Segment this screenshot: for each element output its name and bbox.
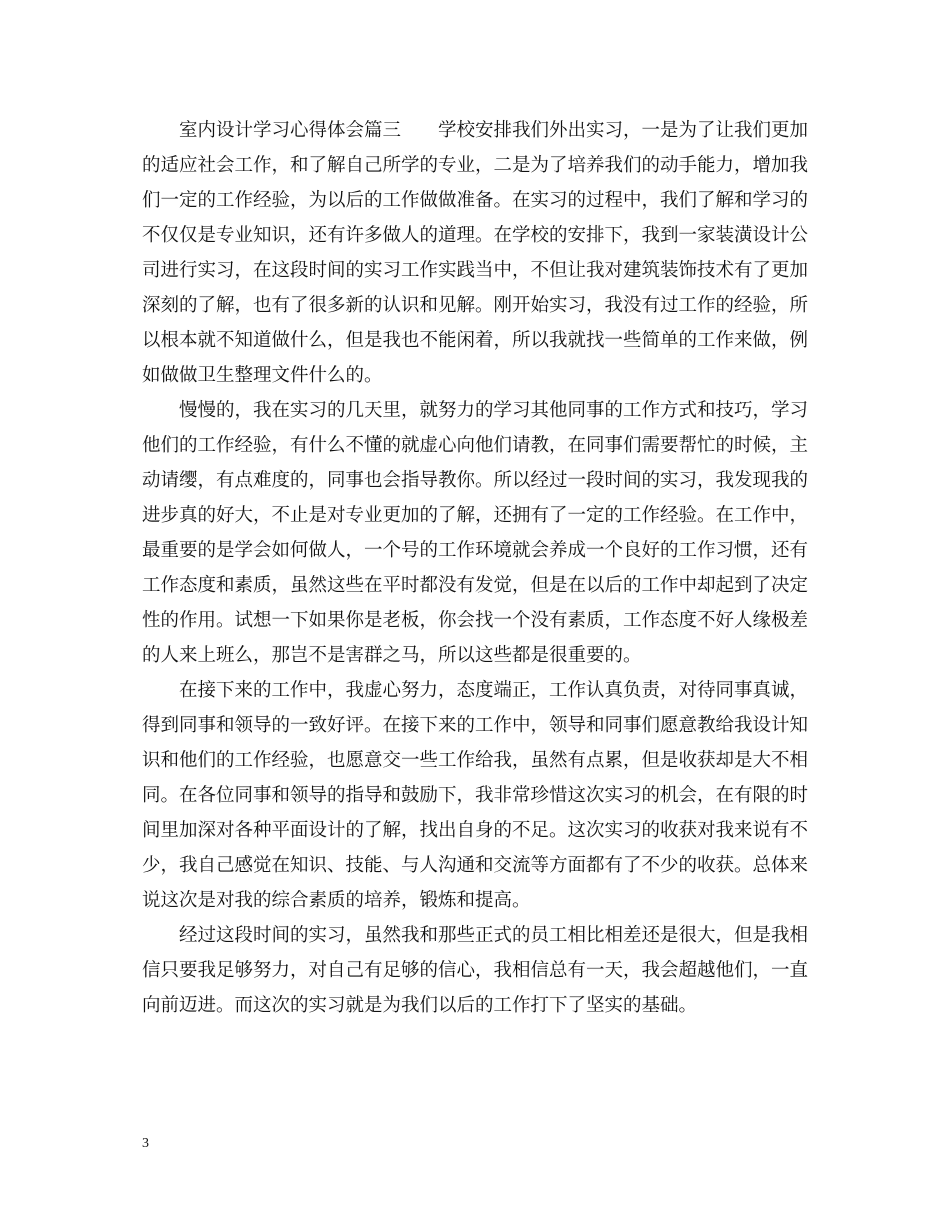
paragraph-2: 慢慢的，我在实习的几天里，就努力的学习其他同事的工作方式和技巧，学习他们的工作经验，有什么不懂的就虚心向他们请教，在同事们需要帮忙的时候，主动请缨，有点难度的，同事也会指导教你。所以经过一段时间的实习，我发现我的进步真的好大，不止是对专业更加的了解，还拥有了一定的工作经验。在工作中，最重要的是学会如何做人，一个号的工作环境就会养成一个良好的工作习惯，还有工作态度和素质，虽然这些在平时都没有发觉，但是在以后的工作中却起到了决定性的作用。试想一下如果你是老板，你会找一个没有素质，工作态度不好人缘极差的人来上班么，那岂不是害群之马，所以这些都是很重要的。 (142, 400, 809, 666)
paragraph-3: 在接下来的工作中，我虚心努力，态度端正，工作认真负责，对待同事真诚，得到同事和领导的一致好评。在接下来的工作中，领导和同事们愿意教给我设计知识和他们的工作经验，也愿意交一些工作给我，虽然有点累，但是收获却是大不相同。在各位同事和领导的指导和鼓励下，我非常珍惜这次实习的机会，在有限的时间里加深对各种平面设计的了解，找出自身的不足。这次实习的收获对我来说有不少，我自己感觉在知识、技能、与人沟通和交流等方面都有了不少的收获。总体来说这次是对我的综合素质的培养，锻炼和提高。 (142, 680, 809, 911)
page-number: 3 (142, 1136, 149, 1151)
paragraph-4: 经过这段时间的实习，虽然我和那些正式的员工相比相差还是很大，但是我相信只要我足够努力，对自己有足够的信心，我相信总有一天，我会超越他们，一直向前迈进。而这次的实习就是为我们以后的工作打下了坚实的基础。 (142, 925, 809, 1016)
document-body (142, 113, 808, 1023)
paragraph-1: 室内设计学习心得体会篇三 学校安排我们外出实习，一是为了让我们更加的适应社会工作，和了解自己所学的专业，二是为了培养我们的动手能力，增加我们一定的工作经验，为以后的工作做做准备。在实习的过程中，我们了解和学习的不仅仅是专业知识，还有许多做人的道理。在学校的安排下，我到一家装潢设计公司进行实习，在这段时间的实习工作实践当中，不但让我对建筑装饰技术有了更加深刻的了解，也有了很多新的认识和见解。刚开始实习，我没有过工作的经验，所以根本就不知道做什么，但是我也不能闲着，所以我就找一些简单的工作来做，例如做做卫生整理文件什么的。 (142, 120, 809, 386)
